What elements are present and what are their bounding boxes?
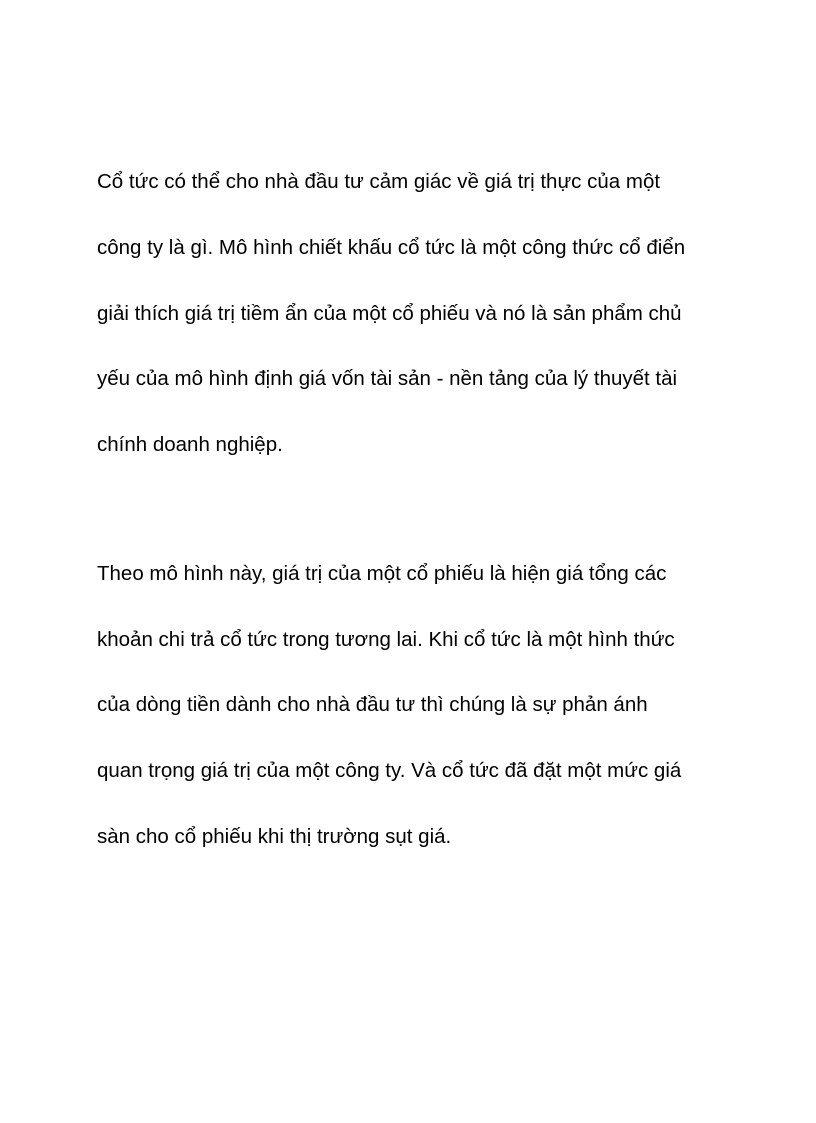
paragraph-line: sàn cho cổ phiếu khi thị trường sụt giá. xyxy=(97,825,452,848)
paragraph-line: quan trọng giá trị của một công ty. Và cổ tức đã đặt một mức giá xyxy=(97,759,682,782)
paragraph-line: yếu của mô hình định giá vốn tài sản - nền tảng của lý thuyết tài xyxy=(97,367,678,390)
paragraph-line: chính doanh nghiệp. xyxy=(97,433,283,456)
paragraph-line: Theo mô hình này, giá trị của một cổ phiếu là hiện giá tổng các xyxy=(97,562,667,585)
paragraph-line: Cổ tức có thể cho nhà đầu tư cảm giác về giá trị thực của một xyxy=(97,170,661,193)
paragraph-line: giải thích giá trị tiềm ẩn của một cổ phiếu và nó là sản phẩm chủ xyxy=(97,302,682,325)
paragraph-line: khoản chi trả cổ tức trong tương lai. Khi cổ tức là một hình thức xyxy=(97,628,675,651)
paragraph-line: công ty là gì. Mô hình chiết khấu cổ tức là một công thức cổ điển xyxy=(97,236,686,259)
paragraph-line: của dòng tiền dành cho nhà đầu tư thì chúng là sự phản ánh xyxy=(97,693,648,716)
